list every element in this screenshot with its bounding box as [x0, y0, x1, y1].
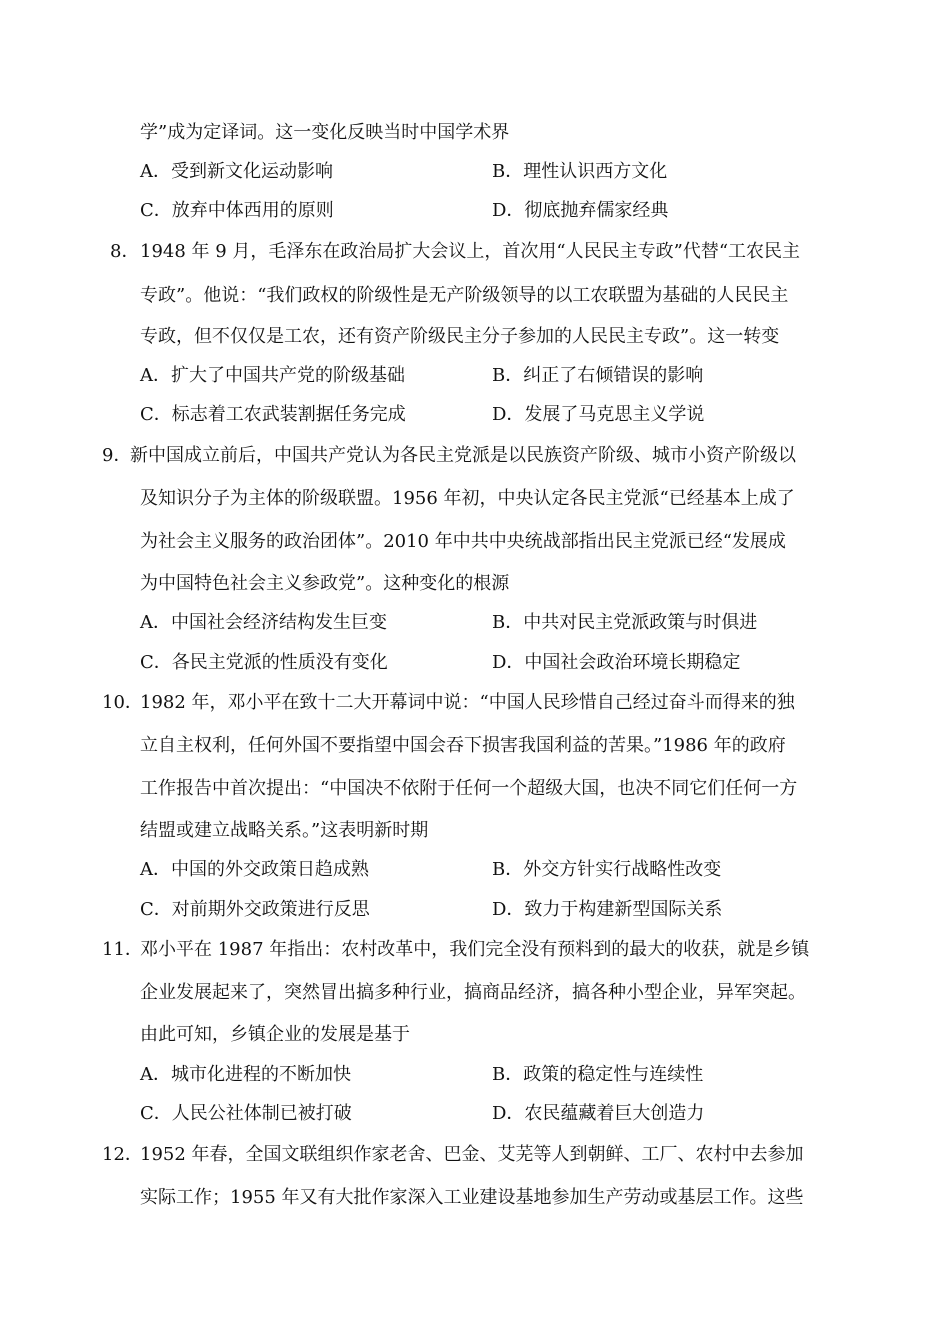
- q7-option-d: D．彻底抛弃儒家经典: [492, 200, 669, 221]
- q9-number: 9．: [102, 445, 132, 466]
- q8-option-a: A．扩大了中国共产党的阶级基础: [140, 365, 405, 386]
- q9-line-2: 及知识分子为主体的阶级联盟。1956 年初，中央认定各民主党派“已经基本上成了: [140, 488, 795, 509]
- q8-line-3: 专政，但不仅仅是工农，还有资产阶级民主分子参加的人民民主专政”。这一转变: [140, 326, 780, 347]
- q11-option-b: B．政策的稳定性与连续性: [492, 1064, 704, 1085]
- q10-number: 10．: [102, 692, 143, 713]
- q12-line-2: 实际工作；1955 年又有大批作家深入工业建设基地参加生产劳动或基层工作。这些: [140, 1187, 804, 1208]
- q9-option-c: C．各民主党派的性质没有变化: [140, 652, 388, 673]
- q8-option-b: B．纠正了右倾错误的影响: [492, 365, 704, 386]
- q11-option-d: D．农民蕴藏着巨大创造力: [492, 1103, 705, 1124]
- q9-option-d: D．中国社会政治环境长期稳定: [492, 652, 741, 673]
- q7-continuation: 学”成为定译词。这一变化反映当时中国学术界: [140, 122, 510, 143]
- q11-line-1: 邓小平在 1987 年指出：农村改革中，我们完全没有预料到的最大的收获，就是乡镇: [140, 939, 810, 960]
- q10-line-2: 立自主权利，任何外国不要指望中国会吞下损害我国利益的苦果。”1986 年的政府: [140, 735, 786, 756]
- q10-line-4: 结盟或建立战略关系。”这表明新时期: [140, 820, 429, 841]
- q9-line-3: 为社会主义服务的政治团体”。2010 年中共中央统战部指出民主党派已经“发展成: [140, 531, 786, 552]
- q10-option-b: B．外交方针实行战略性改变: [492, 859, 722, 880]
- q12-line-1: 1952 年春，全国文联组织作家老舍、巴金、艾芜等人到朝鲜、工厂、农村中去参加: [140, 1144, 804, 1165]
- q11-line-3: 由此可知，乡镇企业的发展是基于: [140, 1024, 410, 1045]
- q8-line-1: 1948 年 9 月，毛泽东在政治局扩大会议上，首次用“人民民主专政”代替“工农民主: [140, 241, 801, 262]
- q9-option-a: A．中国社会经济结构发生巨变: [140, 612, 387, 633]
- q10-option-c: C．对前期外交政策进行反思: [140, 899, 370, 920]
- q8-line-2: 专政”。他说：“我们政权的阶级性是无产阶级领导的以工农联盟为基础的人民民主: [140, 285, 789, 306]
- q8-option-d: D．发展了马克思主义学说: [492, 404, 705, 425]
- q7-option-b: B．理性认识西方文化: [492, 161, 668, 182]
- q11-option-a: A．城市化进程的不断加快: [140, 1064, 351, 1085]
- q11-line-2: 企业发展起来了，突然冒出搞多种行业，搞商品经济，搞各种小型企业，异军突起。: [140, 982, 806, 1003]
- q9-line-4: 为中国特色社会主义参政党”。这种变化的根源: [140, 573, 510, 594]
- q10-line-3: 工作报告中首次提出：“中国决不依附于任何一个超级大国，也决不同它们任何一方: [140, 778, 798, 799]
- q9-line-1: 新中国成立前后，中国共产党认为各民主党派是以民族资产阶级、城市小资产阶级以: [130, 445, 796, 466]
- q11-option-c: C．人民公社体制已被打破: [140, 1103, 352, 1124]
- q7-option-c: C．放弃中体西用的原则: [140, 200, 334, 221]
- q10-option-d: D．致力于构建新型国际关系: [492, 899, 723, 920]
- q8-number: 8．: [110, 241, 140, 262]
- q8-option-c: C．标志着工农武装割据任务完成: [140, 404, 406, 425]
- q9-option-b: B．中共对民主党派政策与时俱进: [492, 612, 758, 633]
- q10-option-a: A．中国的外交政策日趋成熟: [140, 859, 369, 880]
- q11-number: 11．: [102, 939, 143, 960]
- q12-number: 12．: [102, 1144, 143, 1165]
- q10-line-1: 1982 年，邓小平在致十二大开幕词中说：“中国人民珍惜自己经过奋斗而得来的独: [140, 692, 795, 713]
- q7-option-a: A．受到新文化运动影响: [140, 161, 333, 182]
